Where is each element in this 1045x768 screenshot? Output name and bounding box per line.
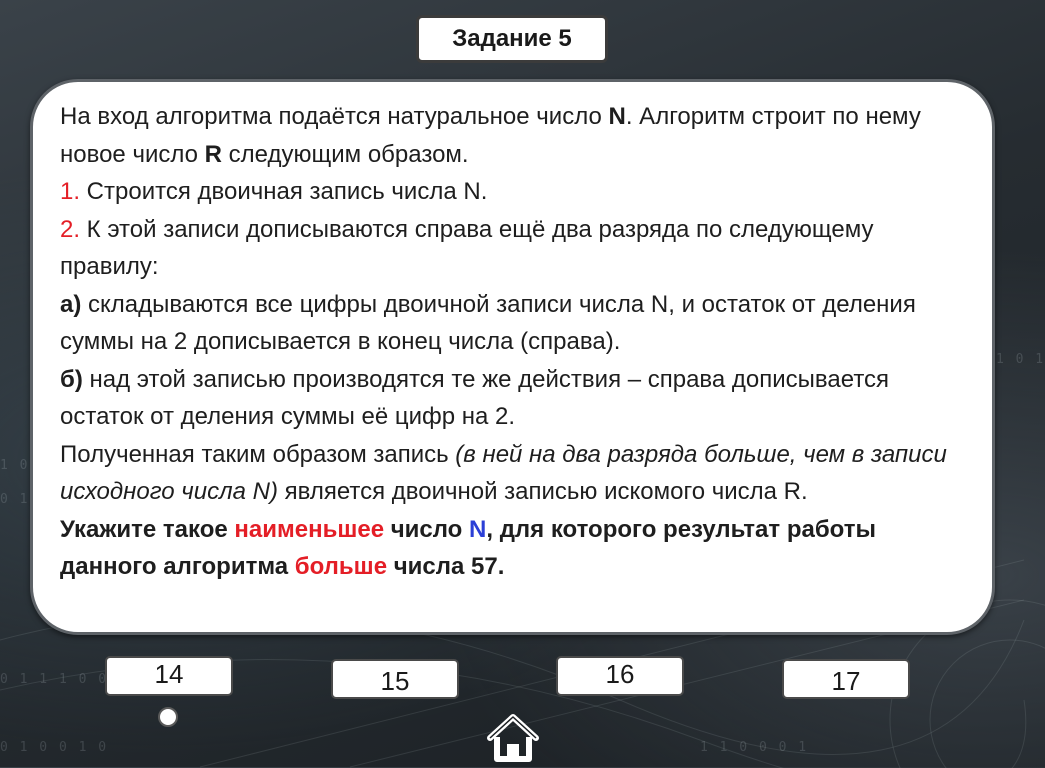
- step-1: 1. Строится двоичная запись числа N.: [60, 178, 488, 205]
- background-digits: 1 0: [0, 458, 30, 473]
- rule-b: б) над этой записью производятся те же действия – справа дописывается остаток от деления суммы её цифр на 2.: [60, 365, 890, 430]
- answer-option-17[interactable]: 17: [782, 659, 910, 699]
- problem-text: [60, 98, 970, 586]
- home-icon: [486, 713, 540, 763]
- problem-card: [30, 79, 995, 635]
- indicator-dot: [158, 707, 178, 727]
- step-2: 2. К этой записи дописываются справа ещё два разряда по следующему правилу:: [60, 215, 874, 280]
- answer-option-15[interactable]: 15: [331, 659, 459, 699]
- background-digits: 0 1 1 1 0 0 0: [0, 672, 128, 687]
- answer-option-16[interactable]: 16: [556, 656, 684, 696]
- background-digits: 1 0 1: [996, 352, 1045, 367]
- page-title: Задание 5: [416, 15, 608, 63]
- problem-intro: На вход алгоритма подаётся натуральное число N. Алгоритм строит по нему новое число R следующим образом.: [60, 103, 921, 168]
- question: Укажите такое наименьшее число N, для которого результат работы данного алгоритма больше числа 57.: [60, 515, 876, 580]
- background-digits: 0 1: [0, 492, 30, 507]
- answer-option-14[interactable]: 14: [105, 656, 233, 696]
- background-digits: 1 1 0 0 0 1: [700, 740, 809, 755]
- rule-a: а) складываются все цифры двоичной записи числа N, и остаток от деления суммы на 2 дописывается в конец числа (справа).: [60, 290, 916, 355]
- home-button[interactable]: [486, 713, 540, 763]
- background-digits: 0 1 0 0 1 0: [0, 740, 109, 755]
- result-description: Полученная таким образом запись (в ней на два разряда больше, чем в записи исходного числа N) является двоичной записью искомого числа R.: [60, 440, 947, 505]
